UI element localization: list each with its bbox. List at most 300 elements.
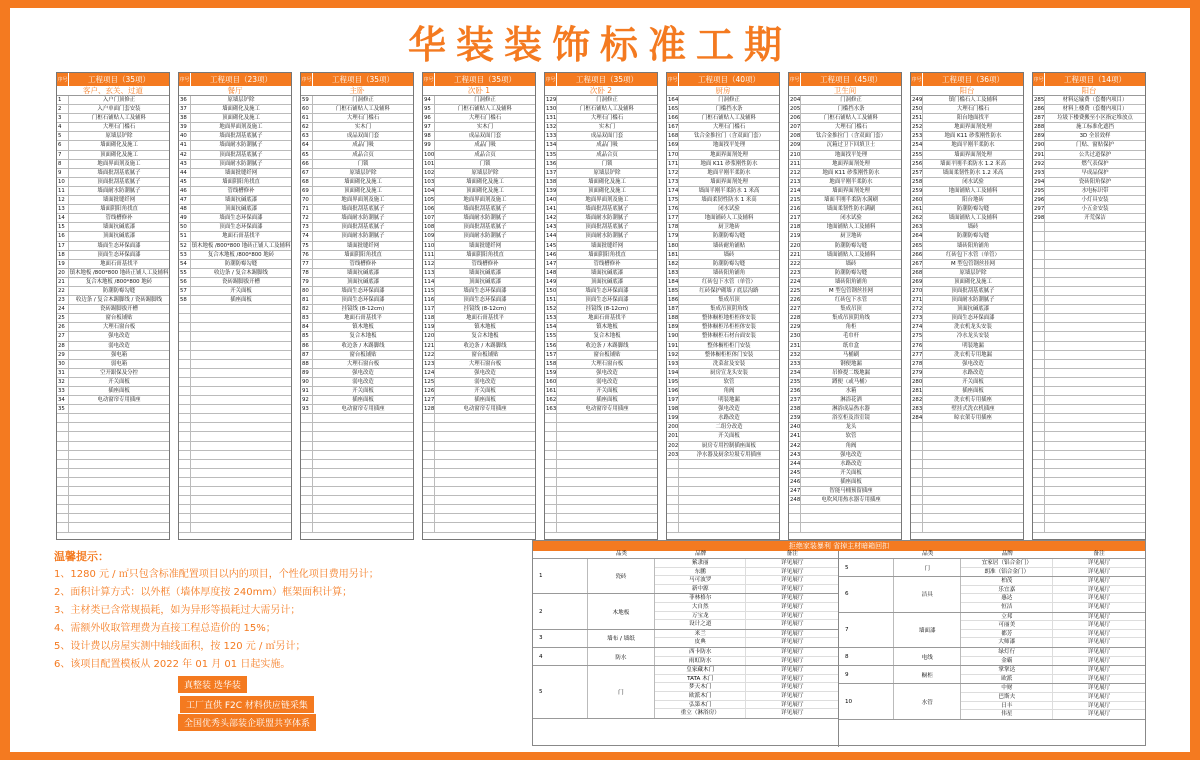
tip-line: 5、设计费以房屋实测中轴线面积，按 120 元 / ㎡另计； <box>54 641 306 652</box>
row-no: 241 <box>790 433 801 440</box>
row-no: 100 <box>424 151 435 158</box>
table-row <box>301 114 413 123</box>
row-item: 弱电改造 <box>596 378 618 385</box>
row-item: 地面界面剂处理 <box>954 124 992 131</box>
column-header <box>1033 73 1145 86</box>
table-row <box>57 114 169 123</box>
column-header <box>911 73 1023 86</box>
row-item: M 型包管钢丝挂网 <box>828 287 874 294</box>
row-item: 管线槽修补 <box>105 215 133 222</box>
row-item: 地面铺贴人工及辅料 <box>948 187 998 194</box>
row-no: 141 <box>546 206 557 213</box>
table-row <box>545 405 657 414</box>
row-no: 66 <box>301 160 313 168</box>
row-no: 9 <box>57 169 69 177</box>
row-no: 147 <box>546 260 557 267</box>
table-row <box>667 114 779 123</box>
row-item: 原墙层铲除 <box>959 269 987 276</box>
table-row <box>911 332 1023 341</box>
row-item: 成品门吸 <box>474 142 496 149</box>
empty-row <box>179 514 291 523</box>
table-row <box>301 342 413 351</box>
brand-name: 朗准（铝合金门） <box>961 568 1053 577</box>
row-no: 113 <box>424 269 435 276</box>
row-no: 194 <box>668 369 679 376</box>
row-no: 248 <box>790 497 801 504</box>
row-item: 窗台板铺贴 <box>471 351 499 358</box>
brand-row <box>655 630 838 639</box>
row-no: 160 <box>546 378 557 385</box>
table-row <box>911 378 1023 387</box>
table-row <box>1033 105 1145 114</box>
table-row <box>57 196 169 205</box>
brand-name: 梦天木门 <box>655 683 747 691</box>
brand-note: 详见展厅 <box>781 692 804 699</box>
brand-name: 西卡防水 <box>655 648 747 656</box>
table-row <box>57 214 169 223</box>
table-row <box>545 269 657 278</box>
row-item: 管线槽修补 <box>349 260 377 267</box>
badge-slogan: 真整装 选华装 <box>178 676 247 693</box>
row-no: 171 <box>668 160 679 167</box>
row-item: 成品合页 <box>352 151 374 158</box>
table-row <box>667 141 779 150</box>
group-no: 8 <box>839 648 894 665</box>
row-no: 183 <box>668 269 679 276</box>
row-item: 成品门吸 <box>352 142 374 149</box>
row-no: 158 <box>546 360 557 367</box>
row-item: 顶面抗碱底漆 <box>102 233 136 240</box>
row-item: 角阀 <box>845 442 857 449</box>
row-no: 266 <box>912 251 923 258</box>
row-item: 大理石门槛石 <box>346 115 380 122</box>
brand-group <box>533 648 838 666</box>
row-no: 197 <box>668 397 679 404</box>
brand-row <box>961 559 1145 568</box>
row-no: 178 <box>668 224 679 231</box>
row-no: 58 <box>179 296 191 304</box>
table-row <box>545 305 657 314</box>
row-no: 281 <box>912 388 923 394</box>
brand-name: 大师漆 <box>961 638 1053 647</box>
brand-name: 弘第木门 <box>655 701 747 709</box>
row-item: 墙面批缝纤网 <box>102 197 136 204</box>
row-item: 红砖保护砌墙 / 底层沟路 <box>699 287 759 294</box>
row-no: 163 <box>546 406 557 413</box>
brand-note: 详见展厅 <box>781 701 804 708</box>
brand-name: 万宝龙 <box>655 612 747 620</box>
row-item: 开荒保洁 <box>1084 215 1106 222</box>
group-category: 电线 <box>894 648 961 665</box>
row-no: 12 <box>57 196 69 204</box>
column-header <box>667 73 779 86</box>
empty-row <box>423 423 535 432</box>
empty-row <box>57 505 169 514</box>
table-row <box>301 169 413 178</box>
row-item: 整体橱柜柜体门安装 <box>704 351 754 358</box>
table-row <box>423 260 535 269</box>
table-row <box>1033 141 1145 150</box>
row-item: 水路改造 <box>962 369 984 376</box>
table-row <box>545 232 657 241</box>
row-item: 红砖包下水管（单管） <box>946 251 1000 258</box>
table-row <box>1033 114 1145 123</box>
row-no: 106 <box>424 206 435 213</box>
empty-row <box>1033 287 1145 296</box>
table-row <box>57 96 169 105</box>
row-no: 232 <box>790 351 801 358</box>
table-row <box>1033 169 1145 178</box>
group-category: 木地板 <box>588 594 655 628</box>
row-no: 236 <box>790 388 801 394</box>
row-no: 259 <box>912 187 923 194</box>
row-no: 262 <box>912 215 923 222</box>
row-item: 大理石门槛石 <box>834 124 868 131</box>
table-row <box>667 287 779 296</box>
brand-name: 欧派 <box>961 675 1053 684</box>
empty-row <box>789 523 901 532</box>
row-no: 192 <box>668 351 679 358</box>
table-row <box>423 360 535 369</box>
row-item: 地面平刚半柔防水 <box>829 178 873 185</box>
table-row <box>423 214 535 223</box>
row-no: 284 <box>912 415 923 422</box>
empty-row <box>179 523 291 532</box>
row-item: 闭水试验 <box>840 215 862 222</box>
row-no: 16 <box>57 232 69 240</box>
row-no: 131 <box>546 115 557 122</box>
row-no: 79 <box>301 278 313 286</box>
row-no: 39 <box>179 123 191 131</box>
row-no: 33 <box>57 387 69 395</box>
head-no <box>839 551 894 558</box>
row-no: 297 <box>1034 206 1045 213</box>
row-no: 95 <box>423 105 435 113</box>
table-row <box>667 451 779 460</box>
table-row <box>57 332 169 341</box>
empty-row <box>301 487 413 496</box>
row-item: 顶面批刮基底腻子 <box>951 287 995 294</box>
row-no: 51 <box>179 232 191 240</box>
empty-row <box>179 442 291 451</box>
row-no: 143 <box>546 224 557 231</box>
row-item: 地面平刚半柔防水 <box>951 142 995 149</box>
row-item: 墙面柔韧性防水 1.2 米高 <box>942 169 1004 176</box>
row-no: 105 <box>424 197 435 204</box>
header-no: 序号 <box>667 73 679 86</box>
row-item: 顶面耐水防潮腻子 <box>341 233 385 240</box>
table-row <box>301 242 413 251</box>
empty-row <box>301 432 413 441</box>
row-item: 洗衣机龙头安装 <box>954 324 992 331</box>
row-item: 电动窗帘专用插座 <box>97 397 141 404</box>
empty-row <box>789 505 901 514</box>
row-item: 防潮防霉勾缝 <box>102 287 136 294</box>
table-row <box>911 296 1023 305</box>
table-row <box>545 105 657 114</box>
row-item: 顶面生态环保面漆 <box>219 224 263 231</box>
row-item: 复合木地板 /800*800 地砖 <box>207 251 275 258</box>
table-row <box>667 187 779 196</box>
column-title: 工程项目（35项） <box>87 75 151 84</box>
table-row <box>423 251 535 260</box>
brand-row <box>961 657 1145 666</box>
empty-row <box>911 423 1023 432</box>
brand-note: 详见展厅 <box>781 560 804 566</box>
table-row <box>911 342 1023 351</box>
empty-row <box>179 460 291 469</box>
row-no: 98 <box>423 132 435 140</box>
column-title: 工程项目（35项） <box>453 75 517 84</box>
row-item: 门框石铺贴人工及辅料 <box>92 115 146 122</box>
table-row <box>789 378 901 387</box>
table-row <box>301 232 413 241</box>
row-item: 墙砖 <box>845 260 857 267</box>
row-item: 收边条 / 木踢脚线 <box>585 342 629 349</box>
row-no: 11 <box>57 187 69 195</box>
row-no: 32 <box>57 378 69 386</box>
row-item: 材料上楼费（套餐内项目） <box>1062 106 1128 113</box>
table-row <box>789 105 901 114</box>
row-no: 129 <box>546 97 557 103</box>
table-row <box>179 123 291 132</box>
row-item: 明装地漏 <box>962 342 984 349</box>
table-row <box>545 223 657 232</box>
brand-row <box>961 675 1145 684</box>
row-item: 阳台地砖 <box>962 197 984 204</box>
empty-row <box>1033 332 1145 341</box>
brand-note: 详见展厅 <box>781 667 804 674</box>
table-row <box>667 405 779 414</box>
row-no: 136 <box>546 160 557 167</box>
row-no: 22 <box>57 287 69 295</box>
column-room: 次卧 2 <box>545 86 657 96</box>
row-no: 196 <box>668 388 679 394</box>
brand-head <box>839 551 1145 559</box>
row-item: 管线槽修补 <box>593 260 621 267</box>
row-item: 整体橱柜石材台面安装 <box>702 333 756 340</box>
table-row <box>423 123 535 132</box>
empty-row <box>667 478 779 487</box>
table-row <box>301 323 413 332</box>
row-no: 198 <box>668 406 679 413</box>
empty-row <box>1033 260 1145 269</box>
row-item: 实木门 <box>476 124 494 131</box>
empty-row <box>1033 460 1145 469</box>
table-row <box>789 332 901 341</box>
row-item: 强电改造 <box>352 369 374 376</box>
row-item: 墙面砌化及施工 <box>222 106 260 113</box>
row-item: 门框石铺贴人工及辅料 <box>336 106 390 113</box>
column-title: 工程项目（35项） <box>575 75 639 84</box>
row-item: 顶面批刮基底腻子 <box>219 151 263 158</box>
table-row <box>667 242 779 251</box>
row-no: 8 <box>57 160 69 168</box>
table-row <box>301 178 413 187</box>
table-row <box>301 223 413 232</box>
row-item: 早成品保护 <box>1081 169 1109 176</box>
column-header <box>301 73 413 86</box>
brand-note: 详见展厅 <box>781 612 804 619</box>
table-row <box>423 178 535 187</box>
row-no: 272 <box>912 306 923 313</box>
row-item: 墙面阴阳角找直 <box>222 178 260 185</box>
row-no: 226 <box>790 297 801 304</box>
row-item: 蹲便（或马桶） <box>832 378 870 385</box>
row-no: 89 <box>301 369 313 377</box>
row-item: 强电改造 <box>108 333 130 340</box>
table-row <box>911 260 1023 269</box>
empty-row <box>545 414 657 423</box>
row-item: 门洞修正 <box>596 97 618 103</box>
row-item: 墙面耐水防潮腻子 <box>97 187 141 194</box>
row-item: 门锁 <box>479 160 491 167</box>
row-no: 50 <box>179 223 191 231</box>
row-no: 20 <box>57 269 69 277</box>
empty-row <box>179 369 291 378</box>
table-row <box>911 351 1023 360</box>
row-item: 窗台板铺贴 <box>105 315 133 322</box>
row-item: 开关面板 <box>718 433 740 440</box>
row-item: 门框石铺贴人工及辅料 <box>824 115 878 122</box>
table-row <box>423 169 535 178</box>
empty-row <box>179 469 291 478</box>
empty-row <box>1033 360 1145 369</box>
table-row <box>789 460 901 469</box>
brand-group <box>533 630 838 648</box>
table-row <box>667 269 779 278</box>
row-no: 137 <box>546 169 557 176</box>
table-row <box>545 342 657 351</box>
row-item: 收边条 / 复合木踢脚线 <box>214 269 268 276</box>
row-no: 109 <box>424 233 435 240</box>
table-row <box>423 205 535 214</box>
brand-name: 绿灯行 <box>961 648 1053 656</box>
table-row <box>911 414 1023 423</box>
table-row <box>667 160 779 169</box>
brand-note: 详见展厅 <box>781 639 804 646</box>
table-row <box>179 178 291 187</box>
row-no: 90 <box>301 378 313 386</box>
brand-row <box>961 648 1145 657</box>
row-item: 洗衣机专用插座 <box>954 397 992 404</box>
table-row <box>423 232 535 241</box>
brand-row <box>655 709 838 718</box>
row-item: 地面铺砖人工及辅料 <box>704 215 754 222</box>
row-item: 挂镜线 (8-12cm) <box>463 306 507 313</box>
table-row <box>667 96 779 105</box>
empty-row <box>545 523 657 532</box>
row-item: 墙面批缝纤网 <box>468 242 502 249</box>
table-row <box>1033 151 1145 160</box>
row-item: 插座面板 <box>230 297 252 304</box>
row-no: 173 <box>668 178 679 185</box>
row-no: 29 <box>57 351 69 359</box>
brand-name: 掌掌达 <box>961 666 1053 674</box>
row-no: 253 <box>912 133 923 140</box>
empty-row <box>179 478 291 487</box>
brand-row <box>655 675 838 684</box>
tip-line: 4、需额外收取管理费为直接工程总造价的 15%； <box>54 623 276 634</box>
row-no: 213 <box>790 178 801 185</box>
row-no: 138 <box>546 178 557 185</box>
empty-row <box>57 523 169 532</box>
table-row <box>57 269 169 278</box>
group-category: 水管 <box>894 684 961 718</box>
row-no: 132 <box>546 124 557 131</box>
row-item: 顶面抗碱底漆 <box>956 306 990 313</box>
table-row <box>789 442 901 451</box>
table-row <box>423 269 535 278</box>
row-no: 174 <box>668 187 679 194</box>
row-no: 69 <box>301 187 313 195</box>
empty-row <box>301 442 413 451</box>
table-row <box>911 369 1023 378</box>
row-no: 186 <box>668 297 679 304</box>
brand-group <box>839 666 1145 684</box>
row-item: 冷水龙头安装 <box>956 333 990 340</box>
row-item: 实木门 <box>598 124 616 131</box>
table-row <box>545 287 657 296</box>
table-row <box>667 296 779 305</box>
row-item <box>69 405 169 413</box>
row-no: 44 <box>179 169 191 177</box>
row-item: 墙面耐水防潮腻子 <box>463 215 507 222</box>
row-no: 227 <box>790 306 801 313</box>
row-item: 集成吊顶 <box>718 297 740 304</box>
empty-row <box>667 514 779 523</box>
table-row <box>545 351 657 360</box>
row-no: 144 <box>546 233 557 240</box>
table-row <box>1033 205 1145 214</box>
empty-row <box>1033 269 1145 278</box>
table-row <box>667 232 779 241</box>
group-category: 洁具 <box>894 577 961 611</box>
row-no: 110 <box>424 242 435 249</box>
row-no: 258 <box>912 178 923 185</box>
table-row <box>789 223 901 232</box>
head-no <box>533 551 588 558</box>
brand-note: 详见展厅 <box>1087 711 1111 718</box>
row-item: 防潮防霉勾缝 <box>956 206 990 213</box>
row-item: 地面找平处理 <box>712 142 746 149</box>
table-row <box>57 187 169 196</box>
empty-row <box>1033 451 1145 460</box>
head-brand: 品牌 <box>1001 551 1013 557</box>
row-item: 吊修提二级地漏 <box>832 369 870 376</box>
table-row <box>423 396 535 405</box>
column-room: 次卧 1 <box>423 86 535 96</box>
row-item: 地面界面剂及施工 <box>341 197 385 204</box>
row-no: 142 <box>546 215 557 222</box>
row-item: 大理石窗台板 <box>468 360 502 367</box>
row-item: 墙面批缝纤网 <box>224 169 258 176</box>
table-row <box>301 351 413 360</box>
table-row <box>179 269 291 278</box>
table-row <box>667 260 779 269</box>
empty-row <box>911 505 1023 514</box>
row-no: 168 <box>668 133 679 140</box>
row-no: 156 <box>546 342 557 349</box>
row-no: 108 <box>424 224 435 231</box>
row-no: 185 <box>668 287 679 294</box>
row-no: 123 <box>424 360 435 367</box>
schedule-column <box>1032 72 1146 540</box>
row-no: 88 <box>301 360 313 368</box>
row-no: 139 <box>546 187 557 194</box>
row-item: 闭水试验 <box>718 206 740 213</box>
table-row <box>667 442 779 451</box>
